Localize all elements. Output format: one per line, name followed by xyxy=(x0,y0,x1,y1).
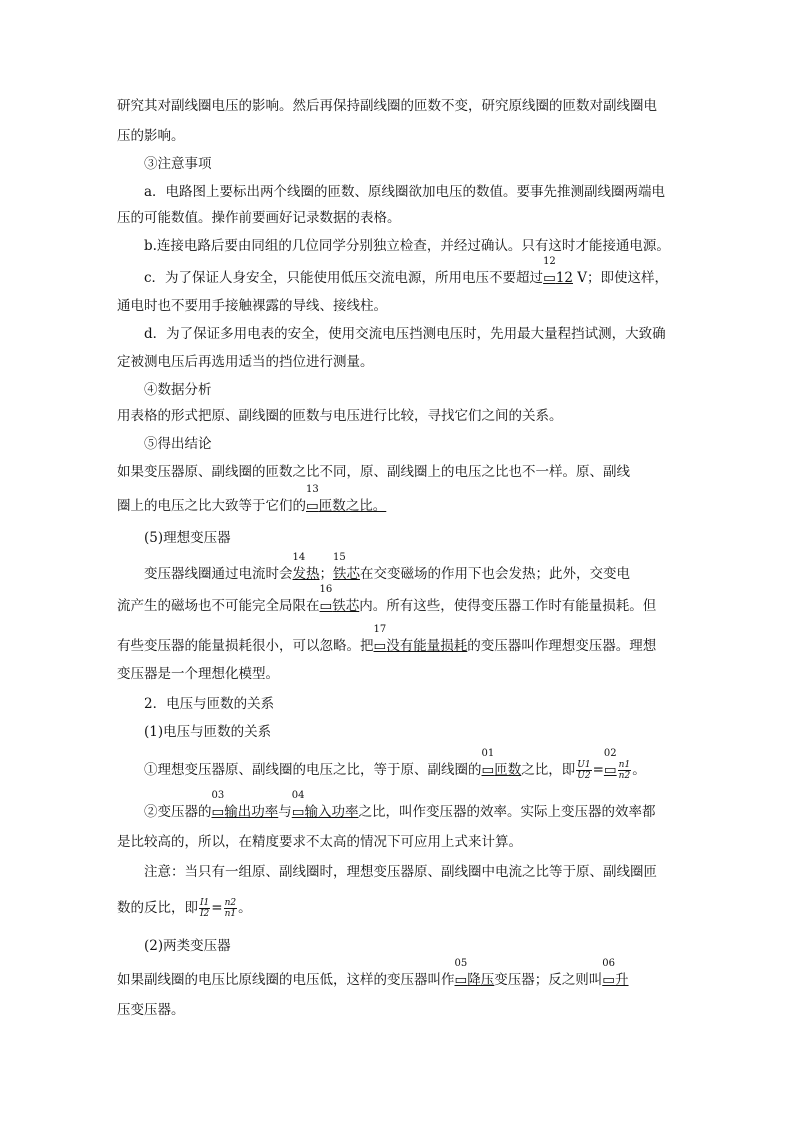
fill-blank-16: 16 ▭铁芯 xyxy=(319,584,360,614)
text-line: 通电时也不要用手接触裸露的导线、接线柱。 xyxy=(117,298,387,314)
text-line: 如果变压器原、副线圈的匝数之比不同，原、副线圈上的电压之比也不一样。原、副线 xyxy=(117,464,630,480)
text-line: 用表格的形式把原、副线圈的匝数与电压进行比较，寻找它们之间的关系。 xyxy=(117,408,563,424)
fill-blank-01: 01 ▭匝数 xyxy=(481,748,522,778)
text-line: ②变压器的 03 ▭输出功率与 04 ▭输入功率之比，叫作变压器的效率。实际上变压器的效率都 xyxy=(144,790,656,820)
section-heading: ③注意事项 xyxy=(144,156,212,172)
fill-blank-15: 15 铁芯 xyxy=(333,552,360,582)
section-heading: (1)电压与匝数的关系 xyxy=(144,724,272,740)
section-heading: ⑤得出结论 xyxy=(144,436,212,452)
text-line: 注意：当只有一组原、副线圈时，理想变压器原、副线圈中电流之比等于原、副线圈匝 xyxy=(144,864,657,880)
text-line: a．电路图上要标出两个线圈的匝数、原线圈欲加电压的数值。要事先推测副线圈两端电 xyxy=(144,184,666,200)
fill-blank-17: 17 ▭没有能量损耗 xyxy=(373,624,468,654)
text-line: 有些变压器的能量损耗很小，可以忽略。把 17 ▭没有能量损耗的变压器叫作理想变压器。理想 xyxy=(117,624,657,654)
text-line: c．为了保证人身安全，只能使用低压交流电源，所用电压不要超过 12 ▭12 V；即使这样， xyxy=(144,256,669,286)
fill-blank-03: 03 ▭输出功率 xyxy=(211,790,279,820)
section-heading: (5)理想变压器 xyxy=(144,530,231,546)
section-heading: 2．电压与匝数的关系 xyxy=(144,696,275,712)
fraction-i1-i2: $\frac{I1}{I2}$ xyxy=(200,898,210,919)
text-line: 变压器线圈通过电流时会 14 发热； 15 铁芯在交变磁场的作用下也会发热；此外，交变电 xyxy=(144,552,630,582)
text-line: 压变压器。 xyxy=(117,1002,185,1018)
text-line: 压的影响。 xyxy=(117,128,185,144)
text-line: 圈上的电压之比大致等于它们的 13 ▭匝数之比。 xyxy=(117,484,387,514)
fraction-n2-n1: $\frac{n2}{n1}$ xyxy=(224,898,237,919)
fill-blank-14: 14 发热 xyxy=(292,552,320,582)
text-line: 是比较高的，所以，在精度要求不太高的情况下可应用上式来计算。 xyxy=(117,834,522,850)
fill-blank-02: 02 ▭ $\frac{n1}{n2}$ xyxy=(603,748,631,781)
fill-blank-12: 12 ▭12 xyxy=(543,256,574,286)
text-line: 如果副线圈的电压比原线圈的电压低，这样的变压器叫作 05 ▭降压变压器；反之则叫 06 ▭升 xyxy=(117,958,629,988)
section-heading: ④数据分析 xyxy=(144,382,212,398)
text-line: ①理想变压器原、副线圈的电压之比，等于原、副线圈的 01 ▭匝数之比，即 $\frac{U1}{U2}$ = 02 ▭ $\frac{n1}{n2}$ 。 xyxy=(144,748,646,781)
text-line: d．为了保证多用电表的安全，使用交流电压挡测电压时，先用最大量程挡试测，大致确 xyxy=(144,326,666,342)
text-line: 研究其对副线圈电压的影响。然后再保持副线圈的匝数不变，研究原线圈的匝数对副线圈电 xyxy=(117,98,657,114)
text-line: 压的可能数值。操作前要画好记录数据的表格。 xyxy=(117,210,401,226)
text-line: 定被测电压后再选用适当的挡位进行测量。 xyxy=(117,354,374,370)
fraction-u1-u2: $\frac{U1}{U2}$ xyxy=(577,760,591,781)
fill-blank-13: 13 ▭匝数之比。 xyxy=(306,484,387,514)
fill-blank-06: 06 ▭升 xyxy=(602,958,629,988)
text-line: 流产生的磁场也不可能完全局限在 16 ▭铁芯内。所有这些，使得变压器工作时有能量损耗。但 xyxy=(117,584,657,614)
section-heading: (2)两类变压器 xyxy=(144,938,231,954)
fraction-n1-n2: $\frac{n1}{n2}$ xyxy=(618,760,631,781)
fill-blank-05: 05 ▭降压 xyxy=(454,958,495,988)
text-line: 变压器是一个理想化模型。 xyxy=(117,666,279,682)
fill-blank-04: 04 ▭输入功率 xyxy=(291,790,359,820)
text-line: b.连接电路后要由同组的几位同学分别独立检查，并经过确认。只有这时才能接通电源。 xyxy=(144,238,670,254)
text-line: 数的反比，即 $\frac{I1}{I2}$ = $\frac{n2}{n1}$ 。 xyxy=(117,898,252,919)
